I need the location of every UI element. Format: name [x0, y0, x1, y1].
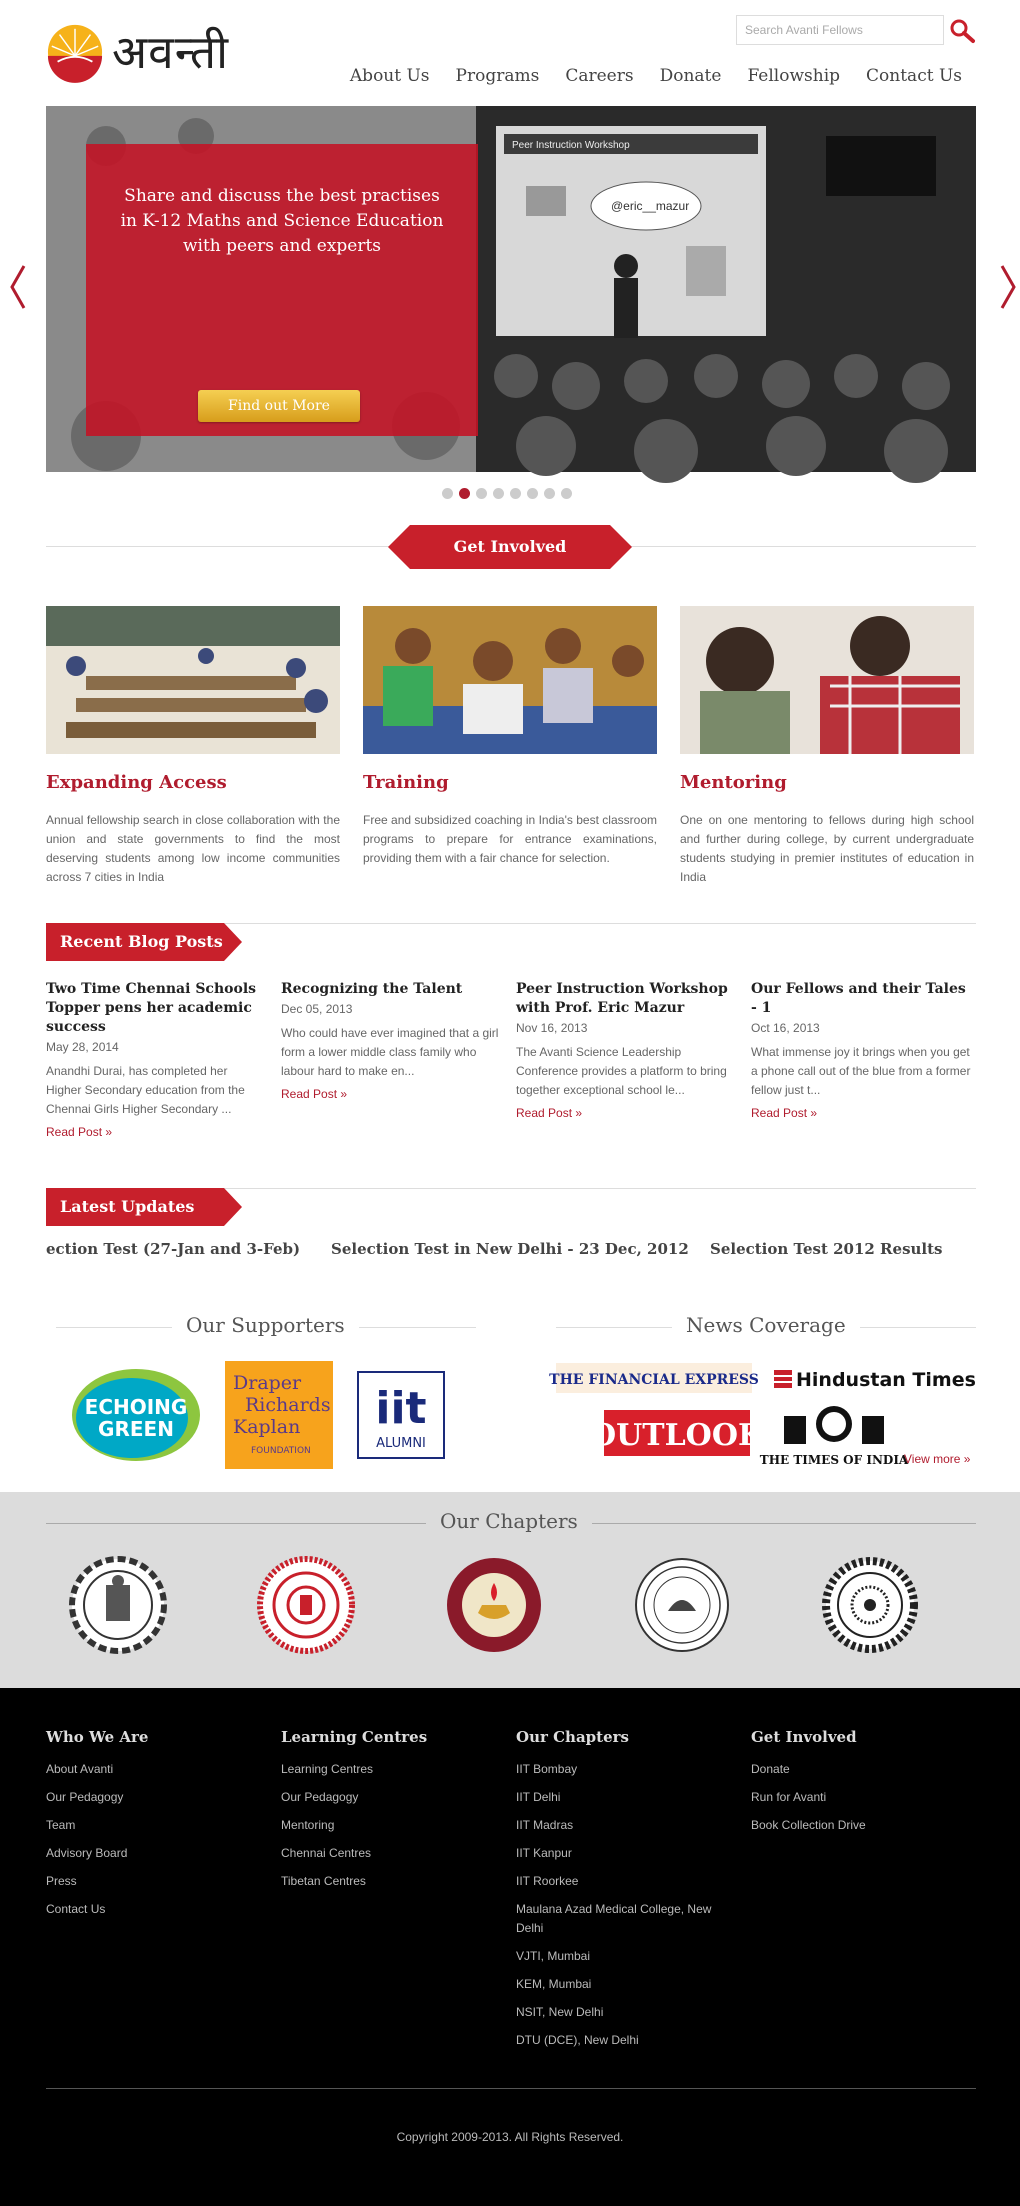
- footer-link[interactable]: Advisory Board: [46, 1846, 128, 1860]
- footer-col-title: Our Chapters: [516, 1728, 629, 1746]
- footer-link[interactable]: Tibetan Centres: [281, 1874, 366, 1888]
- financial-express-text: THE FINANCIAL EXPRESS: [549, 1372, 759, 1388]
- slider-dot[interactable]: [493, 488, 504, 499]
- slider-dot[interactable]: [442, 488, 453, 499]
- update-item[interactable]: ection Test (27-Jan and 3-Feb): [46, 1240, 301, 1258]
- news-title: News Coverage: [672, 1313, 860, 1337]
- footer-link[interactable]: VJTI, Mumbai: [516, 1949, 591, 1963]
- times-of-india-text: THE TIMES OF INDIA: [759, 1453, 909, 1467]
- updates-ticker: [46, 1240, 976, 1266]
- hindustan-times-text: Hindustan Times: [796, 1369, 976, 1391]
- footer-link[interactable]: IIT Madras: [516, 1818, 574, 1832]
- slider-next-icon[interactable]: [998, 262, 1018, 312]
- slide-caption-box: [86, 144, 478, 436]
- iit-delhi-seal-icon[interactable]: [256, 1555, 356, 1655]
- blog-title: Recent Blog Posts: [60, 932, 223, 951]
- post-date: Nov 16, 2013: [516, 1021, 588, 1035]
- alumni-text: ALUMNI: [376, 1436, 426, 1451]
- footer-col-learning-centres: [281, 1728, 511, 1900]
- chapters-title: Our Chapters: [426, 1509, 592, 1533]
- read-post-link[interactable]: Read Post »: [281, 1087, 348, 1101]
- blog-post: [751, 980, 971, 1120]
- footer-col-title: Learning Centres: [281, 1728, 428, 1746]
- echoing-text: ECHOING: [84, 1395, 188, 1419]
- update-item[interactable]: Selection Test 2012 Results: [710, 1240, 943, 1258]
- slider-dot[interactable]: [561, 488, 572, 499]
- card-text: Free and subsidized coaching in India's best classroom programs to prepare for entrance examinations, providing them with a fair chance for selection.: [363, 813, 657, 865]
- footer-divider: [46, 2088, 976, 2089]
- outlook-logo[interactable]: [589, 1410, 765, 1456]
- times-of-india-logo[interactable]: [759, 1402, 909, 1470]
- footer-link[interactable]: About Avanti: [46, 1762, 114, 1776]
- draper-text: Draper: [233, 1372, 302, 1394]
- footer-link[interactable]: IIT Kanpur: [516, 1846, 572, 1860]
- footer-link[interactable]: Contact Us: [46, 1902, 106, 1916]
- find-out-more-button[interactable]: Find out More: [198, 390, 360, 422]
- footer-link[interactable]: IIT Delhi: [516, 1790, 561, 1804]
- footer-link[interactable]: Donate: [751, 1762, 790, 1776]
- post-title[interactable]: Our Fellows and their Tales - 1: [751, 981, 966, 1016]
- green-text: GREEN: [98, 1417, 174, 1441]
- slider-prev-icon[interactable]: [8, 262, 28, 312]
- financial-express-logo[interactable]: [549, 1363, 759, 1393]
- slider-dot[interactable]: [544, 488, 555, 499]
- post-excerpt: Who could have ever imagined that a girl form a lower middle class family who labour hard to make en...: [281, 1026, 499, 1078]
- outlook-text: OUTLOOK: [589, 1418, 765, 1453]
- nav-donate[interactable]: Donate: [659, 66, 722, 86]
- sun-logo-icon: [46, 23, 104, 81]
- supporters-title: Our Supporters: [172, 1313, 359, 1337]
- footer-link[interactable]: Press: [46, 1874, 77, 1888]
- kaplan-text: Kaplan: [233, 1416, 301, 1438]
- footer-link[interactable]: Book Collection Drive: [751, 1818, 866, 1832]
- nav-about-us[interactable]: About Us: [349, 66, 430, 86]
- footer-col-title: Who We Are: [46, 1728, 149, 1746]
- iit-roorkee-seal-icon[interactable]: [820, 1555, 920, 1655]
- footer-link[interactable]: KEM, Mumbai: [516, 1977, 592, 1991]
- iit-bombay-seal-icon[interactable]: [68, 1555, 168, 1655]
- slider-dot[interactable]: [459, 488, 470, 499]
- slider-dots: [442, 488, 572, 499]
- draper-richards-kaplan-logo[interactable]: [225, 1361, 333, 1469]
- card-text: Annual fellowship search in close collaboration with the union and state governments to find the most deserving students among low income communities across 7 cities in India: [46, 813, 340, 884]
- post-date: Oct 16, 2013: [751, 1021, 820, 1035]
- hero-slider: [46, 106, 976, 472]
- footer-link[interactable]: Run for Avanti: [751, 1790, 827, 1804]
- get-involved-title: Get Involved: [453, 537, 567, 556]
- read-post-link[interactable]: Read Post »: [46, 1125, 113, 1139]
- card-title[interactable]: Training: [363, 772, 449, 793]
- post-excerpt: What immense joy it brings when you get a phone call out of the blue from a former fellow just t...: [751, 1045, 971, 1097]
- logo-wordmark: अवन्ती: [112, 25, 230, 79]
- blog-heading: [46, 923, 242, 961]
- post-title[interactable]: Peer Instruction Workshop with Prof. Eric Mazur: [516, 981, 728, 1016]
- updates-heading: [46, 1188, 242, 1226]
- students-photo: [363, 606, 657, 754]
- footer-link[interactable]: Chennai Centres: [281, 1846, 372, 1860]
- iit-alumni-logo[interactable]: [357, 1371, 445, 1459]
- mentoring-photo: [680, 606, 974, 754]
- footer-link[interactable]: Team: [46, 1818, 76, 1832]
- nav-careers[interactable]: Careers: [565, 66, 634, 86]
- nav-contact-us[interactable]: Contact Us: [866, 66, 962, 86]
- card-training: [363, 606, 657, 868]
- footer-col-get-involved: [751, 1728, 981, 1844]
- card-mentoring: [680, 606, 974, 887]
- view-more-link[interactable]: View more »: [904, 1452, 971, 1466]
- updates-title: Latest Updates: [60, 1197, 195, 1216]
- slider-dot[interactable]: [527, 488, 538, 499]
- blog-post: [516, 980, 736, 1120]
- card-title[interactable]: Mentoring: [680, 772, 787, 793]
- search-icon[interactable]: [948, 18, 976, 44]
- blog-post: [46, 980, 266, 1139]
- footer-col-our-chapters: [516, 1728, 726, 2059]
- footer-col-title: Get Involved: [751, 1728, 857, 1746]
- iit-text: iit: [375, 1383, 427, 1434]
- main-nav: [350, 66, 962, 86]
- footer-col-who-we-are: [46, 1728, 276, 1928]
- iit-madras-seal-icon[interactable]: [444, 1555, 544, 1655]
- post-title[interactable]: Two Time Chennai Schools Topper pens her academic success: [46, 981, 257, 1035]
- card-expanding-access: [46, 606, 340, 887]
- foundation-text: FOUNDATION: [251, 1446, 311, 1456]
- copyright-text: Copyright 2009-2013. All Rights Reserved.: [396, 2130, 624, 2144]
- read-post-link[interactable]: Read Post »: [751, 1106, 818, 1120]
- footer-link[interactable]: Mentoring: [281, 1818, 335, 1832]
- post-date: May 28, 2014: [46, 1040, 119, 1054]
- classroom-photo: [46, 606, 340, 754]
- footer-link[interactable]: IIT Bombay: [516, 1762, 578, 1776]
- footer-link[interactable]: Our Pedagogy: [46, 1790, 124, 1804]
- post-title[interactable]: Recognizing the Talent: [281, 981, 463, 997]
- footer-link[interactable]: NSIT, New Delhi: [516, 2005, 604, 2019]
- hindustan-times-logo[interactable]: [772, 1366, 976, 1392]
- nav-programs[interactable]: Programs: [455, 66, 540, 86]
- site-logo[interactable]: [46, 20, 229, 84]
- slide-caption-text: Share and discuss the best practises in K-12 Maths and Science Education with peers and experts: [120, 186, 444, 256]
- blog-post: [281, 980, 501, 1101]
- get-involved-heading: [388, 525, 632, 569]
- post-excerpt: Anandhi Durai, has completed her Higher Secondary education from the Chennai Girls Higher Secondary ...: [46, 1064, 245, 1116]
- update-item[interactable]: Selection Test in New Delhi - 23 Dec, 2012: [331, 1240, 689, 1258]
- post-date: Dec 05, 2013: [281, 1002, 353, 1016]
- footer-link[interactable]: Learning Centres: [281, 1762, 374, 1776]
- nav-fellowship[interactable]: Fellowship: [747, 66, 841, 86]
- iit-kanpur-seal-icon[interactable]: [632, 1555, 732, 1655]
- echoing-green-logo[interactable]: [70, 1368, 202, 1462]
- slider-dot[interactable]: [476, 488, 487, 499]
- screen-title: Peer Instruction Workshop: [512, 140, 630, 151]
- richards-text: Richards: [245, 1394, 331, 1416]
- read-post-link[interactable]: Read Post »: [516, 1106, 583, 1120]
- footer-link[interactable]: Maulana Azad Medical College, New Delhi: [516, 1902, 712, 1935]
- footer-link[interactable]: DTU (DCE), New Delhi: [516, 2033, 639, 2047]
- card-title[interactable]: Expanding Access: [46, 772, 227, 793]
- slider-dot[interactable]: [510, 488, 521, 499]
- search-input[interactable]: [736, 15, 944, 45]
- footer-link[interactable]: Our Pedagogy: [281, 1790, 359, 1804]
- post-excerpt: The Avanti Science Leadership Conference provides a platform to bring together exceptional school le...: [516, 1045, 727, 1097]
- screen-handle: @eric__mazur: [611, 199, 690, 213]
- footer-link[interactable]: IIT Roorkee: [516, 1874, 579, 1888]
- card-text: One on one mentoring to fellows during high school and further during college, by current undergraduate students studying in premier institutes of education in India: [680, 813, 974, 884]
